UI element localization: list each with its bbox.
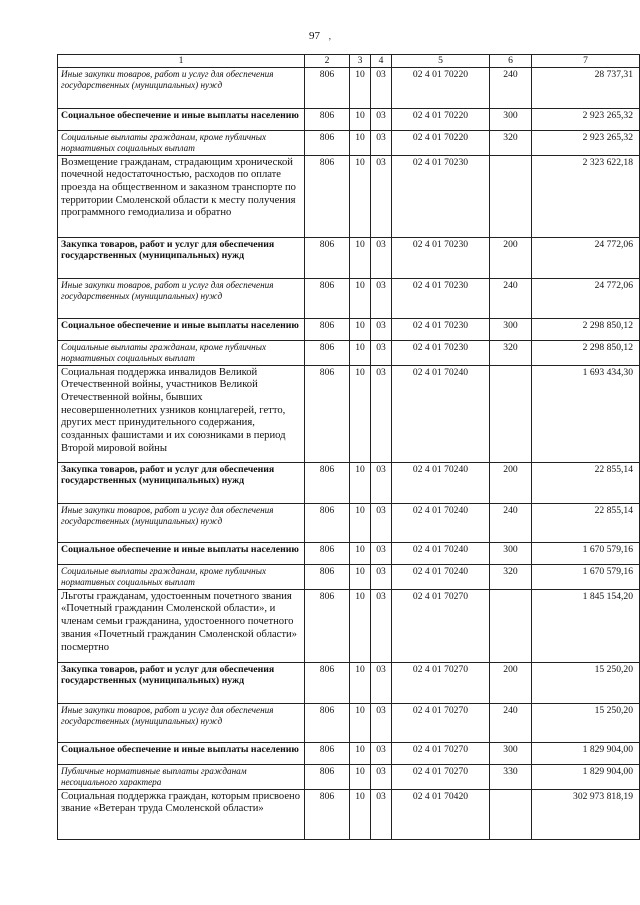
- row-subsection-cell: 03: [371, 365, 392, 462]
- row-amount-cell: 2 923 265,32: [532, 108, 640, 130]
- row-subsection-cell: 03: [371, 789, 392, 839]
- row-code-cell: 806: [305, 662, 350, 703]
- row-amount-cell: 2 298 850,12: [532, 318, 640, 340]
- row-expense-type-cell: 200: [490, 237, 532, 278]
- page-number: [0, 30, 640, 42]
- row-subsection-cell: 03: [371, 318, 392, 340]
- row-name-cell: Возмещение гражданам, страдающим хронической почечной недостаточностью, расходов по оплате проезда на общественном и заказном транспорте по территории Смоленской области к месту получения программного гемодиализа и обратно: [58, 155, 305, 237]
- row-section-cell: 10: [350, 67, 371, 108]
- row-name-cell: Социальная поддержка граждан, которым присвоено звание «Ветеран труда Смоленской области»: [58, 789, 305, 839]
- row-amount-cell: 28 737,31: [532, 67, 640, 108]
- row-code-cell: 806: [305, 764, 350, 789]
- row-section-cell: 10: [350, 742, 371, 764]
- row-target-article-cell: 02 4 01 70240: [392, 365, 490, 462]
- header-cell-4: 4: [371, 55, 392, 68]
- row-name-cell: Льготы гражданам, удостоенным почетного звания «Почетный гражданин Смоленской области», и членам семьи гражданина, удостоенного почетного звания «Почетный гражданин Смоленской области» посмертно: [58, 589, 305, 662]
- row-subsection-cell: 03: [371, 278, 392, 318]
- row-name-cell: Иные закупки товаров, работ и услуг для обеспечения государственных (муниципальных) нужд: [58, 703, 305, 742]
- row-code-cell: 806: [305, 278, 350, 318]
- table-row: [58, 789, 640, 839]
- row-expense-type-cell: 300: [490, 108, 532, 130]
- row-amount-cell: 2 923 265,32: [532, 130, 640, 155]
- row-expense-type-cell: 330: [490, 764, 532, 789]
- row-expense-type-cell: [490, 155, 532, 237]
- row-expense-type-cell: 240: [490, 67, 532, 108]
- row-section-cell: 10: [350, 564, 371, 589]
- row-code-cell: 806: [305, 340, 350, 365]
- table-row: [58, 155, 640, 237]
- row-amount-cell: 1 693 434,30: [532, 365, 640, 462]
- row-target-article-cell: 02 4 01 70270: [392, 589, 490, 662]
- row-code-cell: 806: [305, 67, 350, 108]
- table-row: [58, 318, 640, 340]
- row-target-article-cell: 02 4 01 70220: [392, 130, 490, 155]
- row-target-article-cell: 02 4 01 70230: [392, 155, 490, 237]
- row-amount-cell: 2 323 622,18: [532, 155, 640, 237]
- row-name-cell: Публичные нормативные выплаты гражданам несоциального характера: [58, 764, 305, 789]
- header-cell-5: 5: [392, 55, 490, 68]
- row-subsection-cell: 03: [371, 542, 392, 564]
- row-code-cell: 806: [305, 318, 350, 340]
- table-row: [58, 764, 640, 789]
- row-section-cell: 10: [350, 237, 371, 278]
- row-target-article-cell: 02 4 01 70240: [392, 462, 490, 503]
- row-code-cell: 806: [305, 108, 350, 130]
- row-target-article-cell: 02 4 01 70230: [392, 278, 490, 318]
- row-target-article-cell: 02 4 01 70270: [392, 764, 490, 789]
- table-row: [58, 278, 640, 318]
- row-section-cell: 10: [350, 318, 371, 340]
- page-mark: ,: [328, 31, 331, 41]
- row-amount-cell: 1 845 154,20: [532, 589, 640, 662]
- header-cell-1: 1: [58, 55, 305, 68]
- table-row: [58, 662, 640, 703]
- row-code-cell: 806: [305, 462, 350, 503]
- row-section-cell: 10: [350, 703, 371, 742]
- header-cell-2: 2: [305, 55, 350, 68]
- row-subsection-cell: 03: [371, 764, 392, 789]
- header-cell-7: 7: [532, 55, 640, 68]
- row-target-article-cell: 02 4 01 70230: [392, 340, 490, 365]
- row-subsection-cell: 03: [371, 564, 392, 589]
- row-code-cell: 806: [305, 542, 350, 564]
- table-row: [58, 542, 640, 564]
- row-name-cell: Социальные выплаты гражданам, кроме публичных нормативных социальных выплат: [58, 564, 305, 589]
- row-expense-type-cell: 300: [490, 742, 532, 764]
- row-subsection-cell: 03: [371, 155, 392, 237]
- table-row: [58, 108, 640, 130]
- row-name-cell: Социальные выплаты гражданам, кроме публичных нормативных социальных выплат: [58, 340, 305, 365]
- row-amount-cell: 1 829 904,00: [532, 764, 640, 789]
- row-section-cell: 10: [350, 278, 371, 318]
- row-name-cell: Социальное обеспечение и иные выплаты населению: [58, 318, 305, 340]
- row-expense-type-cell: 300: [490, 542, 532, 564]
- header-cell-3: 3: [350, 55, 371, 68]
- row-code-cell: 806: [305, 237, 350, 278]
- row-subsection-cell: 03: [371, 237, 392, 278]
- row-expense-type-cell: [490, 589, 532, 662]
- row-section-cell: 10: [350, 365, 371, 462]
- table-row: [58, 340, 640, 365]
- table-row: [58, 589, 640, 662]
- row-section-cell: 10: [350, 789, 371, 839]
- row-code-cell: 806: [305, 742, 350, 764]
- row-amount-cell: 1 829 904,00: [532, 742, 640, 764]
- row-expense-type-cell: [490, 789, 532, 839]
- row-code-cell: 806: [305, 503, 350, 542]
- table-row: [58, 564, 640, 589]
- row-subsection-cell: 03: [371, 108, 392, 130]
- row-subsection-cell: 03: [371, 703, 392, 742]
- row-section-cell: 10: [350, 764, 371, 789]
- row-subsection-cell: 03: [371, 589, 392, 662]
- row-section-cell: 10: [350, 108, 371, 130]
- table-body: [58, 67, 640, 839]
- row-amount-cell: 15 250,20: [532, 662, 640, 703]
- row-amount-cell: 22 855,14: [532, 462, 640, 503]
- row-code-cell: 806: [305, 155, 350, 237]
- row-section-cell: 10: [350, 589, 371, 662]
- row-target-article-cell: 02 4 01 70270: [392, 662, 490, 703]
- row-amount-cell: 24 772,06: [532, 237, 640, 278]
- row-subsection-cell: 03: [371, 742, 392, 764]
- row-target-article-cell: 02 4 01 70220: [392, 108, 490, 130]
- row-expense-type-cell: 200: [490, 662, 532, 703]
- row-target-article-cell: 02 4 01 70220: [392, 67, 490, 108]
- table-row: [58, 365, 640, 462]
- row-expense-type-cell: 320: [490, 130, 532, 155]
- row-name-cell: Иные закупки товаров, работ и услуг для обеспечения государственных (муниципальных) нужд: [58, 503, 305, 542]
- table-row: [58, 742, 640, 764]
- row-name-cell: Закупка товаров, работ и услуг для обеспечения государственных (муниципальных) нужд: [58, 462, 305, 503]
- row-code-cell: 806: [305, 365, 350, 462]
- row-expense-type-cell: 320: [490, 564, 532, 589]
- header-cell-6: 6: [490, 55, 532, 68]
- row-section-cell: 10: [350, 130, 371, 155]
- row-subsection-cell: 03: [371, 503, 392, 542]
- table-row: [58, 237, 640, 278]
- row-amount-cell: 2 298 850,12: [532, 340, 640, 365]
- row-code-cell: 806: [305, 789, 350, 839]
- row-target-article-cell: 02 4 01 70270: [392, 703, 490, 742]
- row-section-cell: 10: [350, 503, 371, 542]
- row-expense-type-cell: 240: [490, 503, 532, 542]
- row-target-article-cell: 02 4 01 70270: [392, 742, 490, 764]
- row-name-cell: Социальное обеспечение и иные выплаты населению: [58, 742, 305, 764]
- row-amount-cell: 302 973 818,19: [532, 789, 640, 839]
- row-subsection-cell: 03: [371, 662, 392, 703]
- row-amount-cell: 15 250,20: [532, 703, 640, 742]
- row-name-cell: Иные закупки товаров, работ и услуг для обеспечения государственных (муниципальных) нужд: [58, 67, 305, 108]
- row-section-cell: 10: [350, 155, 371, 237]
- row-expense-type-cell: 300: [490, 318, 532, 340]
- row-expense-type-cell: 240: [490, 703, 532, 742]
- header-row: [58, 55, 640, 68]
- row-subsection-cell: 03: [371, 67, 392, 108]
- row-section-cell: 10: [350, 340, 371, 365]
- row-target-article-cell: 02 4 01 70230: [392, 237, 490, 278]
- page-number-value: 97: [309, 30, 320, 42]
- row-subsection-cell: 03: [371, 130, 392, 155]
- row-expense-type-cell: 320: [490, 340, 532, 365]
- row-section-cell: 10: [350, 462, 371, 503]
- row-target-article-cell: 02 4 01 70420: [392, 789, 490, 839]
- row-name-cell: Социальное обеспечение и иные выплаты населению: [58, 108, 305, 130]
- table-row: [58, 503, 640, 542]
- row-amount-cell: 1 670 579,16: [532, 542, 640, 564]
- row-name-cell: Социальная поддержка инвалидов Великой Отечественной войны, участников Великой Отечественной войны, бывших несовершеннолетних узников концлагерей, гетто, других мест принудительного содержания, созданных фашистами и их союзниками в период Второй мировой войны: [58, 365, 305, 462]
- row-code-cell: 806: [305, 589, 350, 662]
- table-row: [58, 703, 640, 742]
- row-target-article-cell: 02 4 01 70230: [392, 318, 490, 340]
- row-section-cell: 10: [350, 542, 371, 564]
- table-row: [58, 130, 640, 155]
- row-code-cell: 806: [305, 703, 350, 742]
- row-name-cell: Закупка товаров, работ и услуг для обеспечения государственных (муниципальных) нужд: [58, 662, 305, 703]
- row-subsection-cell: 03: [371, 462, 392, 503]
- row-target-article-cell: 02 4 01 70240: [392, 564, 490, 589]
- row-section-cell: 10: [350, 662, 371, 703]
- budget-table: [57, 54, 640, 840]
- row-expense-type-cell: 200: [490, 462, 532, 503]
- row-name-cell: Социальные выплаты гражданам, кроме публичных нормативных социальных выплат: [58, 130, 305, 155]
- row-target-article-cell: 02 4 01 70240: [392, 542, 490, 564]
- row-amount-cell: 1 670 579,16: [532, 564, 640, 589]
- row-name-cell: Социальное обеспечение и иные выплаты населению: [58, 542, 305, 564]
- row-code-cell: 806: [305, 564, 350, 589]
- row-name-cell: Закупка товаров, работ и услуг для обеспечения государственных (муниципальных) нужд: [58, 237, 305, 278]
- row-code-cell: 806: [305, 130, 350, 155]
- row-subsection-cell: 03: [371, 340, 392, 365]
- row-target-article-cell: 02 4 01 70240: [392, 503, 490, 542]
- row-name-cell: Иные закупки товаров, работ и услуг для обеспечения государственных (муниципальных) нужд: [58, 278, 305, 318]
- row-expense-type-cell: 240: [490, 278, 532, 318]
- row-amount-cell: 22 855,14: [532, 503, 640, 542]
- table-row: [58, 67, 640, 108]
- table-row: [58, 462, 640, 503]
- row-amount-cell: 24 772,06: [532, 278, 640, 318]
- row-expense-type-cell: [490, 365, 532, 462]
